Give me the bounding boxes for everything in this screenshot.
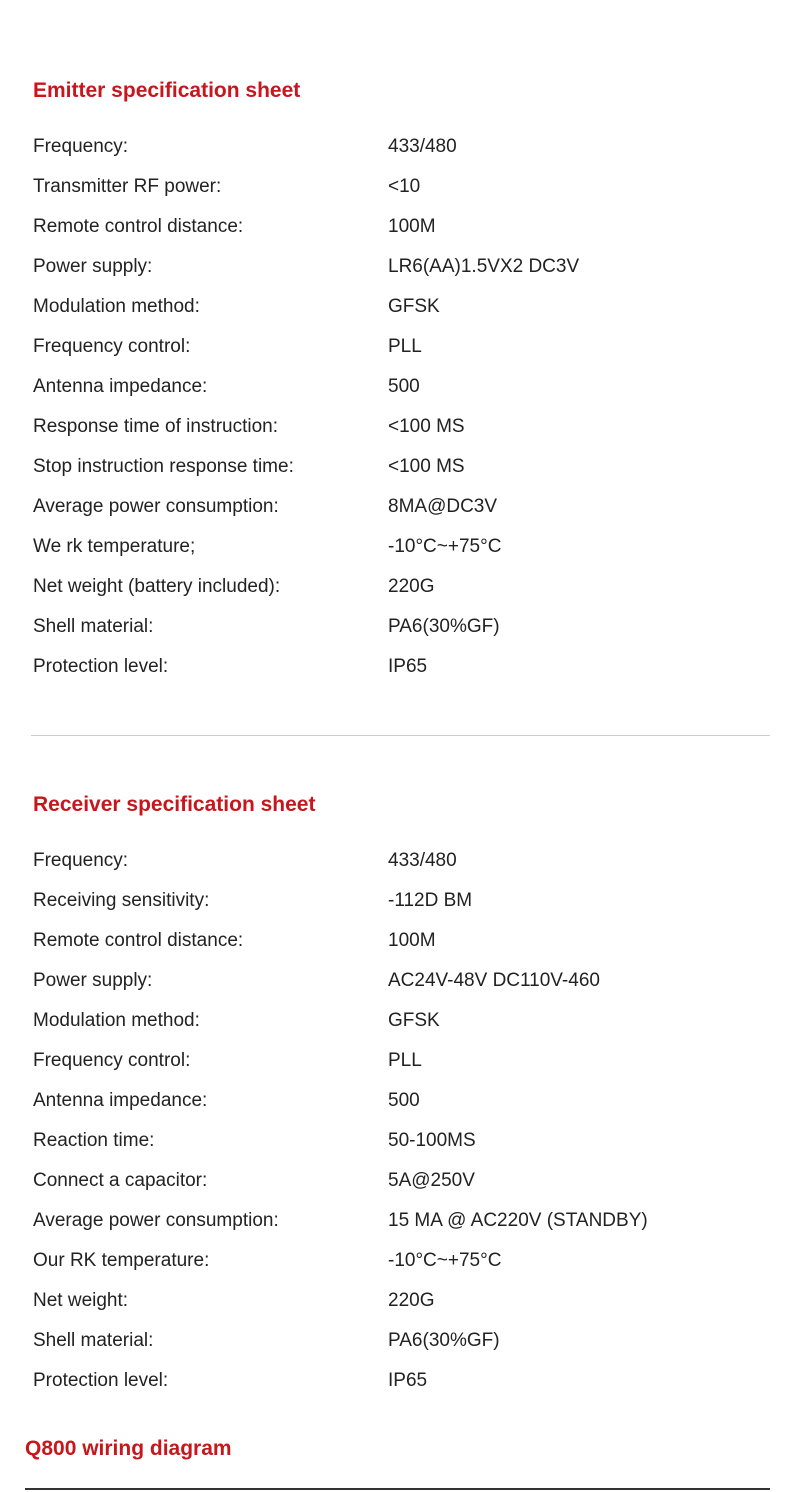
spec-row: [33, 454, 773, 494]
spec-label: Shell material:: [33, 616, 154, 637]
spec-label: Stop instruction response time:: [33, 456, 294, 477]
spec-value: 220G: [388, 1290, 435, 1311]
spec-row: [33, 374, 773, 414]
spec-value: GFSK: [388, 296, 440, 317]
spec-label: Frequency:: [33, 850, 129, 871]
spec-row: [33, 334, 773, 374]
section-divider: [31, 735, 770, 736]
spec-value: 15 MA @ AC220V (STANDBY): [388, 1210, 648, 1231]
spec-row: [33, 214, 773, 254]
spec-row: [33, 294, 773, 334]
spec-label: Power supply:: [33, 256, 153, 277]
spec-value: 220G: [388, 576, 435, 597]
spec-value: 100M: [388, 216, 436, 237]
spec-value: 433/480: [388, 136, 457, 157]
spec-value: IP65: [388, 1370, 428, 1391]
spec-row: [33, 1088, 773, 1128]
spec-label: Frequency control:: [33, 336, 191, 357]
spec-label: Remote control distance:: [33, 930, 244, 951]
spec-value: 500: [388, 1090, 420, 1111]
spec-label: Average power consumption:: [33, 496, 279, 517]
spec-row: [33, 1248, 773, 1288]
spec-value: LR6(AA)1.5VX2 DC3V: [388, 256, 580, 277]
spec-value: -10°C~+75°C: [388, 536, 502, 557]
spec-value: PA6(30%GF): [388, 616, 500, 637]
emitter-title: Emitter specification sheet: [33, 79, 301, 102]
spec-label: Frequency control:: [33, 1050, 191, 1071]
spec-label: Transmitter RF power:: [33, 176, 222, 197]
bottom-rule: [25, 1488, 770, 1490]
spec-label: We rk temperature;: [33, 536, 196, 557]
spec-row: [33, 654, 773, 694]
spec-value: <10: [388, 176, 421, 197]
spec-row: [33, 614, 773, 654]
wiring-diagram-title: Q800 wiring diagram: [25, 1437, 232, 1460]
spec-label: Protection level:: [33, 1370, 169, 1391]
spec-label: Remote control distance:: [33, 216, 244, 237]
spec-label: Antenna impedance:: [33, 376, 208, 397]
spec-row: [33, 968, 773, 1008]
spec-row: [33, 1128, 773, 1168]
spec-row: [33, 848, 773, 888]
spec-row: [33, 134, 773, 174]
spec-label: Response time of instruction:: [33, 416, 279, 437]
spec-row: [33, 414, 773, 454]
spec-value: GFSK: [388, 1010, 440, 1031]
spec-value: PLL: [388, 336, 422, 357]
spec-row: [33, 1288, 773, 1328]
spec-label: Power supply:: [33, 970, 153, 991]
spec-label: Antenna impedance:: [33, 1090, 208, 1111]
spec-row: [33, 174, 773, 214]
spec-value: 433/480: [388, 850, 457, 871]
receiver-spec-table: [33, 848, 773, 1408]
spec-value: PLL: [388, 1050, 422, 1071]
spec-value: 500: [388, 376, 420, 397]
spec-label: Modulation method:: [33, 296, 200, 317]
spec-value: 8MA@DC3V: [388, 496, 498, 517]
spec-label: Average power consumption:: [33, 1210, 279, 1231]
spec-row: [33, 1368, 773, 1408]
spec-label: Protection level:: [33, 656, 169, 677]
spec-label: Receiving sensitivity:: [33, 890, 210, 911]
spec-value: <100 MS: [388, 416, 465, 437]
spec-value: IP65: [388, 656, 428, 677]
spec-value: -112D BM: [388, 890, 473, 911]
spec-value: -10°C~+75°C: [388, 1250, 502, 1271]
spec-label: Connect a capacitor:: [33, 1170, 208, 1191]
spec-label: Net weight:: [33, 1290, 129, 1311]
spec-row: [33, 1328, 773, 1368]
spec-value: 100M: [388, 930, 436, 951]
spec-row: [33, 888, 773, 928]
spec-row: [33, 1208, 773, 1248]
spec-row: [33, 1168, 773, 1208]
receiver-title: Receiver specification sheet: [33, 793, 316, 816]
spec-label: Net weight (battery included):: [33, 576, 281, 597]
spec-value: <100 MS: [388, 456, 465, 477]
spec-label: Shell material:: [33, 1330, 154, 1351]
spec-label: Modulation method:: [33, 1010, 200, 1031]
spec-row: [33, 254, 773, 294]
spec-row: [33, 928, 773, 968]
spec-value: 5A@250V: [388, 1170, 475, 1191]
spec-label: Frequency:: [33, 136, 129, 157]
spec-row: [33, 574, 773, 614]
spec-value: PA6(30%GF): [388, 1330, 500, 1351]
spec-label: Reaction time:: [33, 1130, 155, 1151]
emitter-spec-table: [33, 134, 773, 694]
spec-value: AC24V-48V DC110V-460: [388, 970, 600, 991]
spec-value: 50-100MS: [388, 1130, 476, 1151]
spec-row: [33, 534, 773, 574]
spec-row: [33, 1048, 773, 1088]
spec-label: Our RK temperature:: [33, 1250, 210, 1271]
spec-row: [33, 494, 773, 534]
spec-row: [33, 1008, 773, 1048]
